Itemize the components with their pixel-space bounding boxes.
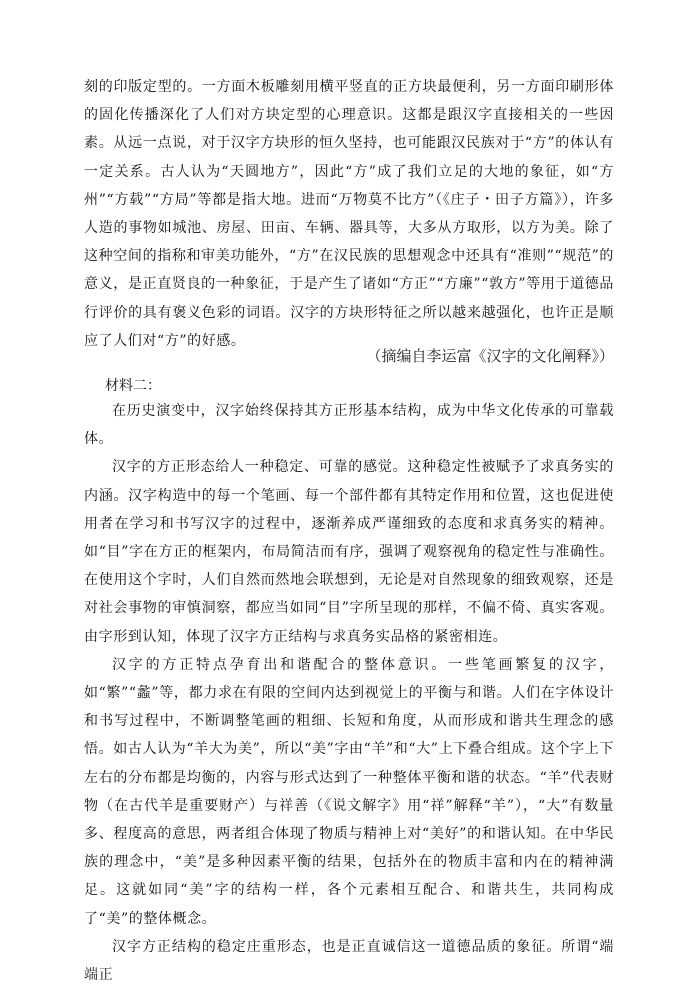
material-two-text	[84, 397, 614, 989]
material-two-heading: 材料二：	[105, 378, 161, 394]
source-citation: （摘编自李运富《汉字的文化阐释》）	[366, 347, 614, 365]
material-one-text	[84, 73, 614, 355]
paragraph-stability: 汉字的方正形态给人一种稳定、可靠的感觉。这种稳定性被赋予了求真务实的内涵。汉字构造中的每一个笔画、每一个部件都有其特定作用和位置，这也促进使用者在学习和书写汉字的过程中，逐渐养成严谨细致的态度和求真务实的精神。如“目”字在方正的框架内，布局简洁而有序，强调了观察视角的稳定性与准确性。在使用这个字时，人们自然而然地会联想到，无论是对自然现象的细致观察，还是对社会事物的审慎洞察，都应当如同“目”字所呈现的那样，不偏不倚、真实客观。由字形到认知，体现了汉字方正结构与求真务实品格的紧密相连。	[84, 459, 614, 645]
intro-paragraph: 刻的印版定型的。一方面木板雕刻用横平竖直的正方块最便利，另一方面印刷形体的固化传播深化了人们对方块定型的心理意识。这都是跟汉字直接相关的一些因素。从远一点说，对于汉字方块形的恒久坚持，也可能跟汉民族对于“方”的体认有一定关系。古人认为“天圆地方”，因此“方”成了我们立足的大地的象征，如“方州”“方载”“方局”等都是指大地。进而“万物莫不比方”（《庄子・田子方篇》），许多人造的事物如城池、房屋、田亩、车辆、器具等，大多从方取形，以方为美。除了这种空间的指称和审美功能外，“方”在汉民族的思想观念中还具有“准则”“规范”的意义，是正直贤良的一种象征，于是产生了诸如“方正”“方廉”“敦方”等用于道德品行评价的具有褒义色彩的词语。汉字的方块形特征之所以越来越强化，也许正是顺应了人们对“方”的好感。	[84, 79, 614, 349]
paragraph-integrity: 汉字方正结构的稳定庄重形态，也是正直诚信这一道德品质的象征。所谓“端端正	[84, 938, 614, 984]
paragraph-history: 在历史演变中，汉字始终保持其方正形基本结构，成为中华文化传承的可靠载体。	[84, 403, 614, 448]
paragraph-harmony: 汉字的方正特点孕育出和谐配合的整体意识。一些笔画繁复的汉字，如“繁”“蠡”等，都力求在有限的空间内达到视觉上的平衡与和谐。人们在字体设计和书写过程中，不断调整笔画的粗细、长短和角度，从而形成和谐共生理念的感悟。如古人认为“羊大为美”，所以“美”字由“羊”和“大”上下叠合组成。这个字上下左右的分布都是均衡的，内容与形式达到了一种整体平衡和谐的状态。“羊”代表财物（在古代羊是重要财产）与祥善（《说文解字》用“祥”解释“羊”），“大”有数量多、程度高的意思，两者组合体现了物质与精神上对“美好”的和谐认知。在中华民族的理念中，“美”是多种因素平衡的结果，包括外在的物质丰富和内在的精神满足。这就如同“美”字的结构一样，各个元素相互配合、和谐共生，共同构成了“美”的整体概念。	[84, 656, 614, 927]
